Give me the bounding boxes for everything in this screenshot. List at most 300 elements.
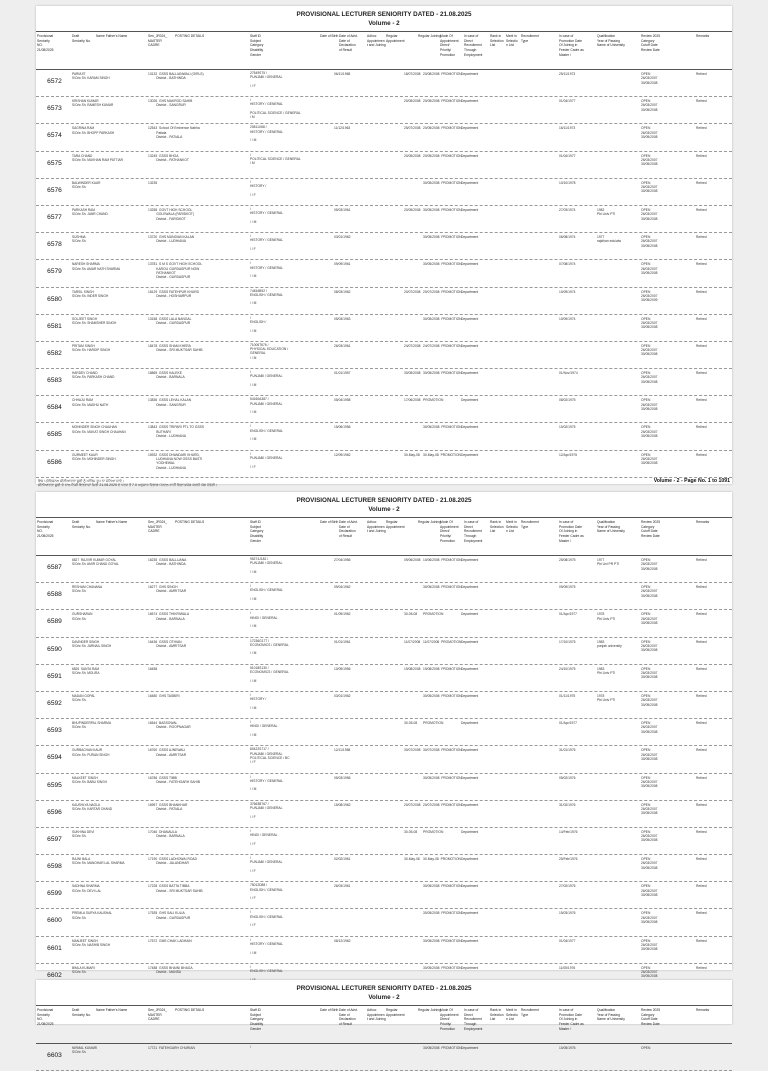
seniority-number: 6594 <box>47 754 62 762</box>
recruitment-source: Department <box>461 126 479 131</box>
column-header: Regular Joining <box>418 34 441 38</box>
date-of-birth: 05/03/1963 <box>334 316 351 321</box>
regular-appointment-date: 20/05/2008 <box>404 207 421 212</box>
subject-category: 51018S130 / ECONOMICS / GENERAL / / M <box>250 665 289 683</box>
recruitment-source: Department <box>461 425 479 430</box>
regular-appointment-date: 30/07/2008 <box>404 748 421 753</box>
posting-details: 16235 GSSS BALLUANA District - BATHINDA <box>148 558 187 567</box>
regular-joining-mode: 30/05/2008 PROMOTION <box>423 693 462 698</box>
remarks: Retired <box>696 639 707 644</box>
review-category: OPEN 26/03/2007 30/05/2008 <box>641 884 658 897</box>
column-header: Adhoc Appointmen t and Joining <box>367 1008 386 1022</box>
page-title: PROVISIONAL LECTURER SENIORITY DATED - 21.08.2025 <box>296 985 472 992</box>
review-category: OPEN 26/03/2007 30/05/2008 <box>641 639 658 653</box>
seniority-number: 6584 <box>47 404 62 412</box>
column-header: Provisional Seniority NO. 21/08/2025 <box>37 1008 54 1027</box>
document-page <box>36 6 732 488</box>
posting-details: 13132 GSSS BALLIANWALI (GIRLS) District - BATHINDA <box>148 72 204 81</box>
regular-appointment-date: 20/05/2008 <box>404 99 421 104</box>
employee-name: 6827 RAJVIR KUMAR GOYAL S/O/w Sh. AMIR CHAND GOYAL <box>72 558 119 567</box>
table-row <box>36 746 732 773</box>
recruitment-source: Department <box>461 857 479 862</box>
table-row <box>36 152 732 179</box>
column-header: Sen_JR024_ MASTER CADRE <box>148 520 168 534</box>
feeder-cadre-date: 24/10/1975 <box>559 666 576 671</box>
recruitment-source: Department <box>461 802 479 807</box>
column-header: Provisional Seniority NO. 21/08/2025 <box>37 520 54 539</box>
date-of-birth: 05/04/1958 <box>334 398 351 403</box>
document-page <box>36 980 732 1059</box>
table-row <box>36 556 732 583</box>
seniority-number: 6597 <box>47 835 62 843</box>
employee-name: MOHINDER SINGH CHAUHAN S/O/w Sh. MUKAT SINGH CHAUHAN <box>72 425 126 434</box>
recruitment-source: Department <box>461 289 479 294</box>
subject-category: / PUNJABI / GENERAL / / M <box>250 370 283 387</box>
column-header: Qualification Year of Passing Name of University <box>597 1008 625 1022</box>
column-header: Recruitment Type <box>521 520 539 529</box>
posting-details: 16957 GSSS BHANKHAR District - PATIALA <box>148 802 188 811</box>
column-header: Date of Birth <box>320 34 339 38</box>
feeder-cadre-date: 10/10/1978 <box>559 180 576 185</box>
date-of-birth: 03/01/1962 <box>334 693 351 698</box>
review-category: OPEN 26/03/2007 30/05/2008 <box>641 153 658 167</box>
seniority-number: 6602 <box>47 971 62 979</box>
recruitment-source: Department <box>461 452 479 457</box>
date-of-birth: 10/09/1956 <box>334 666 351 671</box>
table-row <box>36 882 732 909</box>
column-header: Staff ID Subject Category Disability Gender <box>250 34 264 57</box>
column-header: Regular Appointment <box>386 520 405 529</box>
seniority-number: 6575 <box>47 159 62 167</box>
remarks: Retired <box>696 857 707 862</box>
qualification: 1983 punjab university <box>597 639 622 648</box>
regular-appointment-date: 30-05-08 <box>404 721 418 726</box>
employee-name: SOLJEET SINGH S/O/w Sh. SHAMSHER SINGH <box>72 316 117 325</box>
page-title: PROVISIONAL LECTURER SENIORITY DATED - 21.08.2025 <box>296 11 472 18</box>
seniority-number: 6572 <box>47 78 62 85</box>
seniority-number: 6582 <box>47 349 62 357</box>
table-row <box>36 451 732 478</box>
employee-name: NIRMAL KUMARI S/O/w Sh. <box>72 1046 98 1055</box>
regular-appointment-date: 24/07/2008 <box>404 343 421 348</box>
regular-joining-mode: 30-May-08 PROMOTION <box>423 857 461 862</box>
column-header: In case of Direct Recruitment Through Employment <box>464 34 483 57</box>
feeder-cadre-date: 01/11/1975 <box>559 693 576 698</box>
remarks: Retired <box>696 289 707 294</box>
recruitment-source: Department <box>461 398 479 403</box>
date-of-birth: 26/03/1961 <box>334 343 351 348</box>
seniority-number: 6587 <box>47 564 62 571</box>
review-category: OPEN <box>641 1046 651 1050</box>
posting-details: 17488 GSSS BHAINI BHAGA District - MANSA <box>148 965 193 975</box>
review-category: OPEN 26/03/2007 30/05/2008 <box>641 612 658 625</box>
column-header: Recruitment Type <box>521 34 539 43</box>
column-header: Rank in Selection List <box>490 34 504 48</box>
recruitment-source: Department <box>461 558 479 562</box>
seniority-number: 6595 <box>47 781 62 789</box>
subject-category: 20811X68 / HISTORY / GENERAL / / M <box>250 125 283 143</box>
date-of-birth: 09/04/1962 <box>334 585 351 590</box>
remarks: Retired <box>696 829 707 834</box>
table-row <box>36 909 732 936</box>
table-row <box>36 396 732 423</box>
table-row <box>36 70 732 97</box>
regular-joining-mode: 20/07/2008 PROMOTION <box>423 289 462 294</box>
remarks: Retired <box>696 884 707 889</box>
recruitment-source: Department <box>461 911 479 916</box>
column-header: Remarks <box>696 34 710 38</box>
regular-appointment-date: 17/06/2008 <box>404 398 421 403</box>
subject-category: / HISTORY / GENERAL / / M <box>250 774 283 792</box>
feeder-cadre-date: 01/04/1977 <box>559 153 576 158</box>
regular-appointment-date: 20/05/2008 <box>404 153 421 158</box>
feeder-cadre-date: 10/09/1974 <box>559 316 576 321</box>
feeder-cadre-date: 25/Feb/1976 <box>559 857 578 862</box>
qualification: 1977 Pbi Uni PR PTI <box>597 558 620 567</box>
posting-details: 18865 GSSS KALEKE District - BARNALA <box>148 371 185 380</box>
remarks: Retired <box>696 235 707 240</box>
review-category: OPEN 26/03/2007 30/05/2008 <box>641 585 658 598</box>
recruitment-source: Department <box>461 262 479 267</box>
regular-joining-mode: PROMOTION <box>423 612 444 617</box>
table-row <box>36 342 732 369</box>
seniority-number: 6591 <box>47 672 62 680</box>
column-header: Review 2025 Category Cutoff Date Review Date <box>641 1008 661 1027</box>
feeder-cadre-date: 10/05/1976 <box>559 1046 576 1050</box>
column-header: Sen_JR024_ MASTER CADRE <box>148 34 168 48</box>
seniority-number: 6576 <box>47 186 62 194</box>
column-header: Provisional Seniority NO. 21/08/2025 <box>37 34 54 53</box>
feeder-cadre-date: 27/02/1976 <box>559 884 576 889</box>
remarks: Retired <box>696 775 707 780</box>
feeder-cadre-date: 25/08/1975 <box>559 558 576 562</box>
recruitment-source: Department <box>461 1046 479 1050</box>
posting-details: 17572 GMS CHAK LADHAIN <box>148 938 192 943</box>
feeder-cadre-date: 01/04/1977 <box>559 99 576 104</box>
recruitment-source: Department <box>461 99 479 104</box>
remarks: Retired <box>696 99 707 104</box>
posting-details: 16544 BASSOWAL District - ROOPNAGAR <box>148 721 191 730</box>
recruitment-source: Department <box>461 938 479 943</box>
subject-category: / ENGLISH / GENERAL / / F <box>250 910 283 928</box>
recruitment-source: Department <box>461 693 479 698</box>
column-header: Name Father's Name <box>96 1008 128 1012</box>
subject-category: / <box>250 1045 251 1049</box>
regular-appointment-date: 20/07/2008 <box>404 289 421 294</box>
posting-details: 16786 GSSS TIBBI District - FATEHGARH SAHIB <box>148 775 200 784</box>
column-header: Draft Seniority No. <box>72 34 91 43</box>
table-row <box>36 638 732 665</box>
recruitment-source: Department <box>461 884 479 889</box>
seniority-number: 6599 <box>47 890 62 898</box>
employee-name: GURBACHAN KAUR S/O/w Sh. PURAN SINGH <box>72 748 110 757</box>
regular-joining-mode: 10/06/2008 PROMOTION <box>423 558 462 562</box>
table-header <box>36 31 732 70</box>
feeder-cadre-date: 16/11/1973 <box>559 126 576 131</box>
page-title: PROVISIONAL LECTURER SENIORITY DATED - 21.08.2025 <box>296 497 472 504</box>
regular-joining-mode: 20/08/2008 PROMOTION <box>423 72 462 76</box>
recruitment-source: Department <box>461 775 479 780</box>
feeder-cadre-date: 09/09/1975 <box>559 585 576 590</box>
table-row <box>36 1044 732 1071</box>
table-row <box>36 315 732 342</box>
column-header: Name Father's Name <box>96 520 128 524</box>
subject-category: / ENGLISH / GENERAL / / M <box>250 424 283 442</box>
review-category: OPEN 26/03/2007 30/05/2008 <box>641 802 658 816</box>
feeder-cadre-date: 05/02/1976 <box>559 775 576 780</box>
review-category: OPEN 26/03/2007 30/05/2008 <box>641 207 658 221</box>
review-category: OPEN 26/03/2007 30/05/2008 <box>641 721 658 734</box>
remarks: Retired <box>696 612 707 617</box>
subject-category: 54160A387 / PUNJABI / GENERAL / / M <box>250 397 283 415</box>
remarks: Retired <box>696 126 707 131</box>
posting-details: 13026 GHS MAKROD SAHIB District - SANGRUR <box>148 99 193 108</box>
feeder-cadre-date: 01/Apr/1977 <box>559 721 577 726</box>
posting-details: 15932 GSSS DHANDARI KHURD, LUDHIANA NOW GSSS BASTI YODHEWAL District - LUDHIANA <box>148 452 203 470</box>
recruitment-source: Department <box>461 612 479 617</box>
review-category: OPEN 26/03/2007 30/05/2008 <box>641 452 658 466</box>
remarks: Retired <box>696 721 707 726</box>
remarks: Retired <box>696 452 707 457</box>
posting-details: 13258 GOVT HIGH SCHOOL GOLEWALA (FARIDKOT) District - FARIDKOT <box>148 207 195 221</box>
recruitment-source: Department <box>461 343 479 348</box>
column-header: Mode Of Appointment Direct/ Priority/ Promotion <box>440 1008 459 1031</box>
posting-details: 17721 FATEHGARH CHURIAN <box>148 1046 195 1050</box>
subject-category: / HISTORY / GENERAL / / M <box>250 261 283 279</box>
column-header: Sen_JR024_ MASTER CADRE <box>148 1008 168 1022</box>
seniority-number: 6577 <box>47 213 62 221</box>
subject-category: / PUNJABI / GENERAL / / F <box>250 451 283 469</box>
seniority-number: 6585 <box>47 431 62 439</box>
column-header: In case of Promotion Date Of Joining in Feeder Cadre as Master / <box>559 1008 584 1031</box>
review-category: OPEN 26/03/2007 30/05/2009 <box>641 289 658 303</box>
regular-appointment-date: 20/07/2008 <box>404 802 421 807</box>
subject-category: / ENGLISH / GENERAL / / M <box>250 584 283 602</box>
posting-details: 16277 GHS SINGH District - AMRITSAR <box>148 585 187 594</box>
remarks: Retired <box>696 965 707 970</box>
column-header: Merit in Selectio n List <box>506 1008 518 1022</box>
date-of-birth: 12/09/1962 <box>334 452 351 457</box>
date-of-birth: 01/01/1961 <box>334 639 351 644</box>
subject-category: 75012D88 / ENGLISH / GENERAL / / F <box>250 883 283 901</box>
employee-name: KRISHAN KUMAR S/O/w Sh. RAMESH KUMAR <box>72 99 114 108</box>
subject-category: / HISTORY / / / F <box>250 179 267 197</box>
posting-details: 16760 GSSS AJNEWALI District - AMRITSAR <box>148 748 187 757</box>
column-header: Mode Of Appointment Direct/ Priority/ Promotion <box>440 34 459 57</box>
subject-category: / HISTORY / GENERAL / / M <box>250 206 283 224</box>
qualification: 1978 Pbi Univ PTI <box>597 612 616 621</box>
subject-category: 17236G177 / ECONOMICS / GENERAL / / M <box>250 638 289 656</box>
table-row <box>36 206 732 233</box>
review-category: OPEN 26/03/2007 30/05/2008 <box>641 72 658 85</box>
date-of-birth: 03/01/1962 <box>334 235 351 240</box>
remarks: Retired <box>696 316 707 321</box>
regular-appointment-date: 25/07/2008 <box>404 126 421 131</box>
review-category: OPEN 26/03/2007 30/05/2008 <box>641 371 658 384</box>
subject-category: / ENGLISH / GENERAL <box>250 964 283 974</box>
employee-name: GURMEET KAUR S/O/w Sh. MOHINDER SINGH <box>72 452 116 461</box>
recruitment-source: Department <box>461 316 479 321</box>
review-category: OPEN 26/03/2007 30/05/2008 <box>641 262 658 275</box>
regular-joining-mode: 30/07/2008 PROMOTION <box>423 748 462 753</box>
review-category: OPEN 26/03/2007 30/05/2008 <box>641 180 658 194</box>
table-row <box>36 583 732 610</box>
regular-appointment-date: 09/06/2008 <box>404 558 421 562</box>
review-category: OPEN 26/03/2007 30/05/2008 <box>641 558 658 571</box>
employee-name: RESHAM CHANANA S/O/w Sh. <box>72 585 103 594</box>
posting-details: 17228 GSSS BATTA TIBBA District - SRI MUKTSAR SAHIB <box>148 884 203 893</box>
posting-details: 18478 GSSS SHAM KHERA District - SRI MUKTSAR SAHIB <box>148 343 203 353</box>
employee-name: BALWINDER KAUR S/O/w Sh. <box>72 180 101 190</box>
posting-details: 13245 GSSS BHOA District - PATHANKOT <box>148 153 189 162</box>
employee-name: SADHNA SHARMA S/O/w Sh. DEVI LAL <box>72 884 102 893</box>
subject-category: 71006T676 / PHYSICAL EDUCATION / GENERAL / / M <box>250 342 289 360</box>
remarks: Retired <box>696 262 707 267</box>
seniority-number: 6573 <box>47 105 62 113</box>
feeder-cadre-date: 17/10/1975 <box>559 639 576 644</box>
date-of-birth: 12/11/1958 <box>334 748 351 753</box>
column-header: Rank in Selection List <box>490 520 504 534</box>
recruitment-source: Department <box>461 207 479 212</box>
feeder-cadre-date: 10/02/1975 <box>559 425 576 430</box>
review-category: OPEN 26/03/2007 30/05/2008 <box>641 911 658 925</box>
page-number: Volume - 2 - Page No. 1 to 1091 <box>653 477 730 484</box>
column-header: Recruitment Type <box>521 1008 539 1017</box>
employee-name: DAVINDER SINGH S/O/w Sh. JARNAIL SINGH <box>72 639 112 648</box>
review-category: OPEN 26/03/2007 30/05/2008 <box>641 965 658 979</box>
review-category: OPEN 26/03/2007 30/05/2008 <box>641 343 658 357</box>
regular-appointment-date: 30-May-08 <box>404 857 420 862</box>
posting-details: 17046 DHANAULA District - BARNALA <box>148 829 185 839</box>
posting-details: 13235 <box>148 180 158 185</box>
seniority-number: 6593 <box>47 727 62 735</box>
remarks: Retired <box>696 666 707 671</box>
regular-joining-mode: PROMOTION <box>423 829 444 834</box>
remarks: Retired <box>696 938 707 943</box>
employee-name: SUSHMA S/O/w Sh. <box>72 235 87 244</box>
seniority-number: 6601 <box>47 944 62 952</box>
subject-category: / HISTORY / GENERAL POLITICAL SCIENCE / GENERAL / M <box>250 98 301 120</box>
seniority-number: 6574 <box>47 132 62 140</box>
regular-joining-mode: 20/05/2008 PROMOTION <box>423 153 462 158</box>
remarks: Retired <box>696 585 707 590</box>
feeder-cadre-date: 25/11/1973 <box>559 72 576 76</box>
remarks: Retired <box>696 748 707 753</box>
review-category: OPEN 26/03/2007 30/05/2008 <box>641 398 658 411</box>
document-page <box>36 492 732 979</box>
review-category: OPEN 26/03/2007 30/05/2008 <box>641 938 658 952</box>
remarks: Retired <box>696 911 707 916</box>
feeder-cadre-date: 31/01/1976 <box>559 748 576 753</box>
recruitment-source: Department <box>461 721 479 726</box>
qualification: 1982 Pbi Univ PTI <box>597 207 616 217</box>
seniority-number: 6580 <box>47 295 62 303</box>
employee-name: PRITAM SINGH S/O/w Sh. HARDIP SINGH <box>72 343 111 353</box>
recruitment-source: Department <box>461 748 479 753</box>
seniority-number: 6583 <box>47 377 62 385</box>
column-header: Remarks <box>696 520 710 524</box>
regular-appointment-date: 30/05/2008 <box>404 371 421 376</box>
table-row <box>36 855 732 882</box>
regular-joining-mode: 30/05/2008 PROMOTION <box>423 235 462 240</box>
column-header: Name Father's Name <box>96 34 128 38</box>
regular-joining-mode: 30/05/2008 PROMOTION <box>423 965 462 970</box>
regular-joining-mode: 30/05/2008 PROMOTION <box>423 884 462 889</box>
regular-appointment-date: 30-05-08 <box>404 612 418 617</box>
employee-name: MANJEET SINGH S/O/w Sh. NASHIB SINGH <box>72 938 111 947</box>
column-header: Staff ID Subject Category Disability Gender <box>250 1008 264 1031</box>
subject-category: / PUNJABI / GENERAL / / F <box>250 856 283 873</box>
seniority-number: 6588 <box>47 591 62 599</box>
review-category: OPEN 26/03/2007 30/05/2008 <box>641 775 658 789</box>
seniority-number: 6596 <box>47 808 62 816</box>
feeder-cadre-date: 06/08/1974 <box>559 235 576 240</box>
table-row <box>36 937 732 964</box>
date-of-birth: 02/02/1961 <box>334 857 351 862</box>
recruitment-source: Department <box>461 153 479 158</box>
feeder-cadre-date: 01/04/1977 <box>559 938 576 943</box>
column-header: Date of Advt. Date of Declaration of Result <box>339 34 358 53</box>
employee-name: 6826 SANTA RAM S/O/w Sh. MOLIRA <box>72 666 100 676</box>
remarks: Retired <box>696 207 707 212</box>
regular-appointment-date: 30-May-08 <box>404 452 420 457</box>
column-header: Draft Seniority No. <box>72 1008 91 1017</box>
employee-name: KAUSHLYA NAGLA S/O/w Sh. KARTAR CHAND <box>72 802 113 811</box>
table-row <box>36 665 732 692</box>
table-row <box>36 124 732 151</box>
regular-joining-mode: PROMOTION <box>423 721 444 726</box>
column-header: In case of Promotion Date Of Joining in Feeder Cadre as Master / <box>559 34 584 57</box>
table-row <box>36 97 732 124</box>
regular-joining-mode: 30/05/2008 PROMOTION <box>423 262 462 267</box>
employee-name: MADAN GOPAL S/O/w Sh. <box>72 693 96 703</box>
column-header: POSTING DETAILS <box>175 1008 205 1012</box>
regular-joining-mode: 30/05/2008 PROMOTION <box>423 911 462 916</box>
column-header: Regular Joining <box>418 1008 441 1012</box>
remarks: Retired <box>696 180 707 185</box>
remarks: Retired <box>696 398 707 403</box>
regular-joining-mode: 30/05/2008 PROMOTION <box>423 207 462 212</box>
table-row <box>36 423 732 450</box>
remarks: Retired <box>696 802 707 807</box>
seniority-number: 6581 <box>47 322 62 330</box>
table-row <box>36 719 732 746</box>
table-row <box>36 288 732 315</box>
footer-note: ਇਸ ਪ੍ਰੋਵਿਜ਼ਨਲ ਸੀਨੀਆਰਤਾ ਸੂਚੀ ਨੂੰ ਅੰਤਿਮ ਰੂਪ ਨਾ ਮੰਨਿਆ ਜਾਵੇ। ਸੀਨੀਆਰਤਾ ਸੂਚੀ ਦੇ ਨਾਲ ਨਿਸੀ ਇਤਰਾਜ਼ਾਂ ਮਿਤੀ 21.08.2025 ਦੇ ਪੱਤਰ ਤੋਂ 7.0 ਅਨੁਸਾਰ ਵਿਭਾਗ ਪੋਰਟਲ ਰਾਹੀਂ ਵਿਚਾਰ/ਮੰਗ ਕਰਨੀ ਯੋਗ ਹੋਵੇਗੀ। <box>38 478 218 488</box>
subject-category: / HISTORY / GENERAL / / F <box>250 234 283 252</box>
volume-label: Volume - 2 <box>368 506 400 513</box>
review-category: OPEN 26/03/2007 30/05/2008 <box>641 829 658 843</box>
qualification: 1977 rajsthan edu/alw <box>597 235 622 244</box>
regular-appointment-date: 30-05-08 <box>404 829 418 834</box>
recruitment-source: Department <box>461 180 479 185</box>
feeder-cadre-date: 31/02/1976 <box>559 802 576 807</box>
column-header: Merit in Selectio n List <box>506 520 518 534</box>
employee-name: SAGRINA RAM S/O/w Sh. BHOPP PARKASH <box>72 126 115 135</box>
date-of-birth: 08/12/1962 <box>334 938 351 943</box>
regular-appointment-date: 18/07/2008 <box>404 72 421 76</box>
recruitment-source: Department <box>461 666 479 671</box>
page-footer <box>36 478 732 492</box>
employee-name: PARKASH RAM S/O/w Sh. JANR CHAND <box>72 207 108 217</box>
seniority-number: 6590 <box>47 645 62 653</box>
column-header: Merit in Selectio n List <box>506 34 518 48</box>
table-row <box>36 801 732 828</box>
review-category: OPEN 26/03/2007 30/05/2008 <box>641 99 658 112</box>
table-header <box>36 517 732 556</box>
posting-details: 12543 School Of Eminence Nabha Patiala District - PATIALA <box>148 126 200 139</box>
review-category: OPEN 26/03/2007 30/05/2008 <box>641 126 658 139</box>
